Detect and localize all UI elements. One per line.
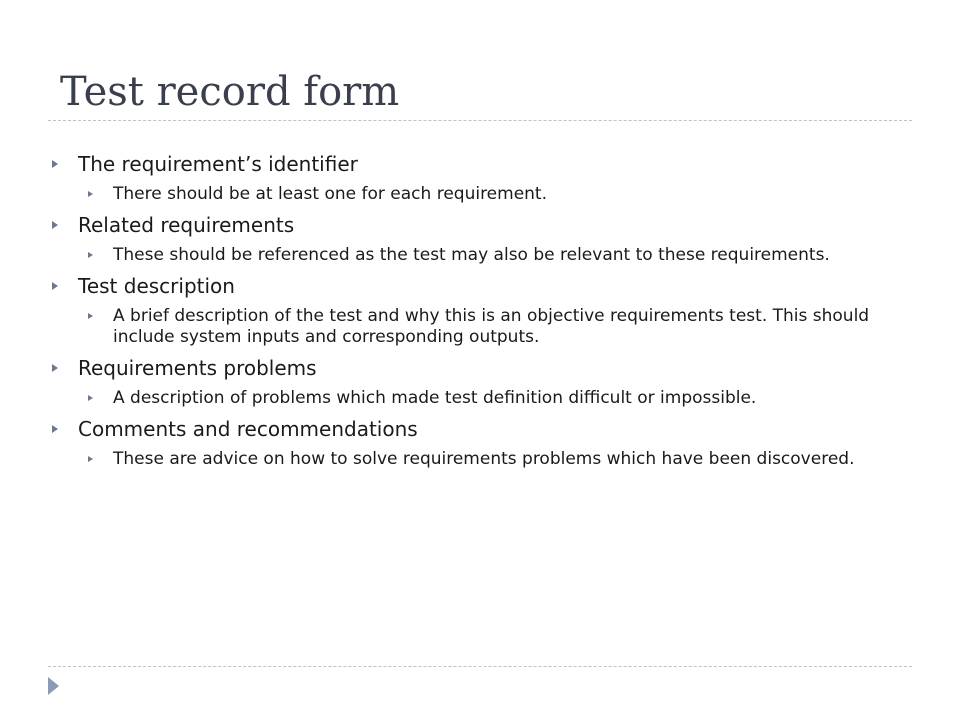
footer-divider <box>48 666 912 667</box>
bullet-arrow-icon <box>52 221 58 229</box>
bullet-list <box>48 150 928 476</box>
bullet-level1 <box>48 415 928 443</box>
bullet-level1 <box>48 150 928 178</box>
bullet-arrow-icon <box>52 425 58 433</box>
sub-bullet-text: A brief description of the test and why this is an objective requirements test. This should include system inputs and corresponding outputs. <box>113 306 870 347</box>
title-divider <box>48 120 912 121</box>
bullet-level1 <box>48 211 928 239</box>
bullet-level2 <box>48 245 928 266</box>
bullet-label: Test description <box>78 274 235 298</box>
bullet-item <box>48 272 928 348</box>
sub-bullet-text: These are advice on how to solve requirements problems which have been discovered. <box>113 449 855 469</box>
bullet-item <box>48 150 928 205</box>
sub-bullet-arrow-icon <box>88 395 93 401</box>
bullet-label: Related requirements <box>78 213 295 237</box>
slide-title: Test record form <box>60 69 400 115</box>
bullet-arrow-icon <box>52 160 58 168</box>
bullet-level1 <box>48 272 928 300</box>
bullet-level1 <box>48 354 928 382</box>
bullet-item <box>48 415 928 470</box>
bullet-arrow-icon <box>52 364 58 372</box>
sub-bullet-arrow-icon <box>88 252 93 258</box>
bullet-label: Comments and recommendations <box>78 417 418 441</box>
sub-bullet-arrow-icon <box>88 456 93 462</box>
sub-bullet-text: There should be at least one for each requirement. <box>113 184 548 204</box>
bullet-level2 <box>48 306 928 348</box>
bullet-level2 <box>48 184 928 205</box>
bullet-label: Requirements problems <box>78 356 317 380</box>
sub-bullet-text: A description of problems which made test definition difficult or impossible. <box>113 388 757 408</box>
bullet-arrow-icon <box>52 282 58 290</box>
bullet-level2 <box>48 388 928 409</box>
bullet-item <box>48 211 928 266</box>
sub-bullet-text: These should be referenced as the test may also be relevant to these requirements. <box>113 245 830 265</box>
sub-bullet-arrow-icon <box>88 191 93 197</box>
bullet-level2 <box>48 449 928 470</box>
play-arrow-icon <box>48 677 59 695</box>
bullet-item <box>48 354 928 409</box>
sub-bullet-arrow-icon <box>88 313 93 319</box>
bullet-label: The requirement’s identifier <box>78 152 358 176</box>
